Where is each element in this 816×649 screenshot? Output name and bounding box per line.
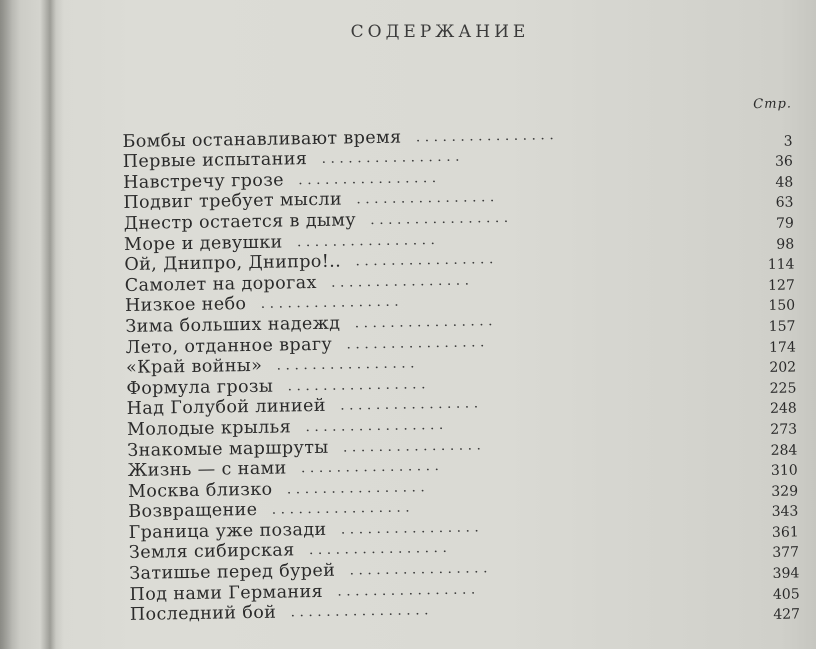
toc-entry-page-number: 36 xyxy=(774,153,794,170)
toc-entry-page-number: 150 xyxy=(768,297,796,315)
toc-entry-page-number: 427 xyxy=(773,606,801,624)
toc-entry-page-number: 3 xyxy=(783,133,793,150)
toc-entry-title: Под нами Германия xyxy=(129,581,324,605)
leader-dots: . . . . . . . . . . . . . . . . xyxy=(349,560,488,579)
toc-entry-page-number: 98 xyxy=(776,236,795,253)
leader-dots: . . . . . . . . . . . . . . . . xyxy=(346,333,485,353)
toc-entry-title: Навстречу грозе xyxy=(122,170,285,193)
leader-dots: . . . . . . . . . . . . . . . . xyxy=(286,478,425,498)
toc-entry-title: Знакомые маршруты xyxy=(127,437,329,461)
toc-entry-page-number: 248 xyxy=(769,400,797,418)
toc-entry-title: «Край войны» xyxy=(125,355,263,379)
toc-entry-page-number: 79 xyxy=(775,215,794,232)
leader-dots: . . . . . . . . . . . . . . . . xyxy=(370,209,509,229)
toc-entry-page-number: 157 xyxy=(768,318,796,335)
table-of-contents xyxy=(122,96,801,626)
toc-entry-page-number: 225 xyxy=(769,380,797,397)
page-title: СОДЕРЖАНИЕ xyxy=(350,22,530,42)
toc-entry-title: Ой, Днипро, Днипро!.. xyxy=(124,251,342,276)
leader-dots: . . . . . . . . . . . . . . . . xyxy=(276,355,415,374)
leader-dots: . . . . . . . . . . . . . . . . xyxy=(308,540,447,559)
toc-entry-page-number: 114 xyxy=(767,256,795,274)
toc-entry-title: Подвиг требует мысли xyxy=(123,189,343,214)
page-edge-shadow xyxy=(0,0,20,649)
toc-entry-title: Над Голубой линией xyxy=(126,396,327,420)
leader-dots: . . . . . . . . . . . . . . . . xyxy=(330,272,470,291)
leader-dots: . . . . . . . . . . . . . . . . xyxy=(300,458,440,477)
toc-entry-page-number: 329 xyxy=(771,483,799,500)
leader-dots: . . . . . . . . . . . . . . . . xyxy=(305,416,444,436)
toc-entry-title: Граница уже позади xyxy=(128,519,327,543)
toc-entry-title: Земля сибирская xyxy=(128,540,295,564)
toc-entry-page-number: 63 xyxy=(775,194,794,212)
toc-entry-title: Молодые крылья xyxy=(126,417,292,440)
toc-entry-title: Первые испытания xyxy=(122,149,308,173)
leader-dots: . . . . . . . . . . . . . . . . xyxy=(340,519,479,538)
page-column-label: Стр. xyxy=(753,96,793,113)
toc-entry-title: Днестр остается в дыму xyxy=(123,210,357,234)
toc-entry-title: Затишье перед бурей xyxy=(129,560,336,585)
book-spine-fold xyxy=(40,0,64,649)
leader-dots: . . . . . . . . . . . . . . . . xyxy=(287,375,426,395)
toc-entry-title: Жизнь — с нами xyxy=(127,458,287,482)
leader-dots: . . . . . . . . . . . . . . . . xyxy=(271,499,410,518)
toc-entry-page-number: 310 xyxy=(770,462,798,479)
leader-dots: . . . . . . . . . . . . . . . . xyxy=(290,602,429,621)
leader-dots: . . . . . . . . . . . . . . . . xyxy=(260,294,399,313)
leader-dots: . . . . . . . . . . . . . . . . xyxy=(415,126,554,145)
leader-dots: . . . . . . . . . . . . . . . . xyxy=(296,231,436,250)
toc-entry-title: Бомбы останавливают время xyxy=(122,127,402,152)
toc-entry-title: Лето, отданное врагу xyxy=(125,334,333,358)
toc-entry-page-number: 273 xyxy=(770,421,798,438)
toc-entry-title: Формула грозы xyxy=(126,376,274,399)
toc-entry-title: Низкое небо xyxy=(124,294,247,317)
leader-dots: . . . . . . . . . . . . . . . . xyxy=(354,313,493,332)
toc-entry-title: Возвращение xyxy=(128,500,258,523)
toc-entry-title: Самолет на дорогах xyxy=(124,272,317,296)
toc-entry-page-number: 394 xyxy=(772,565,800,582)
toc-entry-title: Москва близко xyxy=(127,479,273,502)
toc-entry-page-number: 127 xyxy=(767,277,795,294)
leader-dots: . . . . . . . . . . . . . . . . xyxy=(355,251,494,270)
leader-dots: . . . . . . . . . . . . . . . . xyxy=(298,169,437,189)
toc-entry-page-number: 48 xyxy=(775,174,794,191)
leader-dots: . . . . . . . . . . . . . . . . xyxy=(356,189,495,208)
leader-dots: . . . . . . . . . . . . . . . . xyxy=(321,148,460,168)
toc-entry-page-number: 174 xyxy=(768,338,796,356)
toc-entry-title: Море и девушки xyxy=(123,232,283,255)
toc-entry-page-number: 343 xyxy=(771,503,799,521)
leader-dots: . . . . . . . . . . . . . . . . xyxy=(340,395,479,414)
toc-entry-page-number: 405 xyxy=(772,586,800,603)
toc-entry-page-number: 361 xyxy=(771,524,799,541)
toc-entry-page-number: 284 xyxy=(770,441,798,459)
toc-entry-title: Последний бой xyxy=(129,602,277,626)
toc-entry-page-number: 202 xyxy=(769,359,797,376)
toc-entry-page-number: 377 xyxy=(772,544,800,562)
toc-entry-title: Зима больших надежд xyxy=(125,313,341,337)
leader-dots: . . . . . . . . . . . . . . . . xyxy=(337,581,476,600)
leader-dots: . . . . . . . . . . . . . . . . xyxy=(342,436,482,456)
